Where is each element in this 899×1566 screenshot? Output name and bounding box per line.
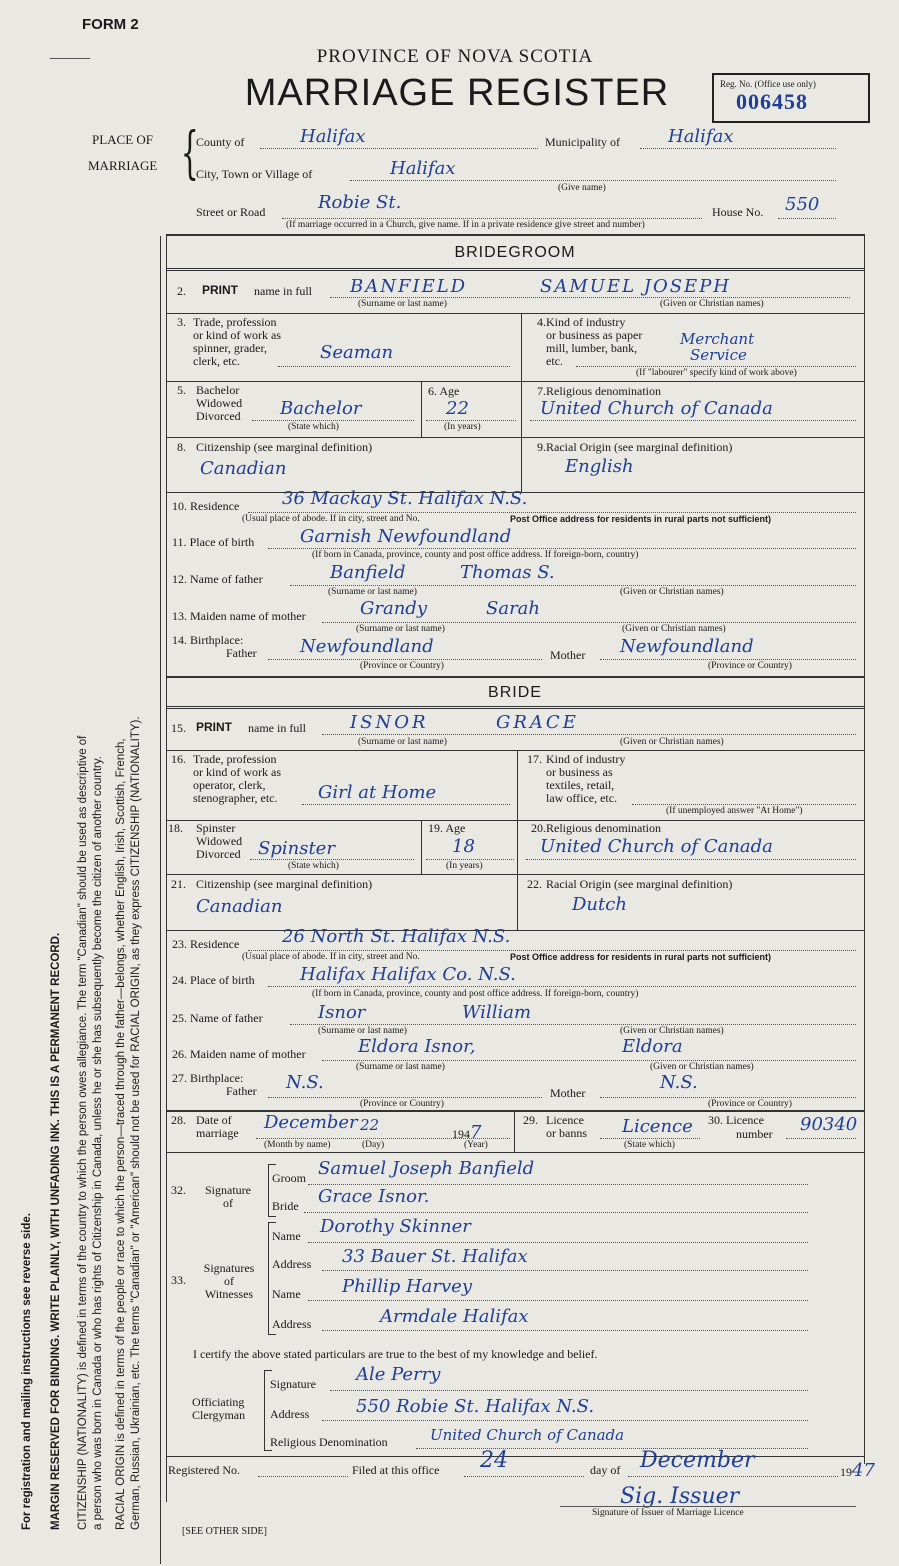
margin-line-6: German, Russian, Ukrainian, etc. The terms "Canadian" or "American" should not be used for RACIAL ORIGIN, as they express CITIZENSHIP (NATIONALITY).: [130, 716, 142, 1530]
field-20-label: Religious denomination: [546, 821, 661, 835]
field-33-label: Signatures of Witnesses: [203, 1261, 255, 1301]
field-25-surname-sub: (Surname or last name): [318, 1026, 407, 1036]
field-24-label: 24. Place of birth: [172, 973, 255, 987]
field-32-num: 32.: [171, 1183, 186, 1197]
field-14-father-sub: (Province or Country): [360, 661, 444, 671]
field-5-label: Bachelor Widowed Divorced: [196, 383, 243, 423]
bride-religion: United Church of Canada: [540, 836, 773, 857]
reg-number-box: [712, 73, 870, 123]
house-label: House No.: [712, 205, 764, 219]
bride-racial: Dutch: [572, 894, 627, 915]
field-13-label: 13. Maiden name of mother: [172, 609, 306, 623]
bride-mother-birthplace: N.S.: [660, 1072, 698, 1093]
field-15-given-sub: (Given or Christian names): [620, 737, 724, 747]
bride-title: BRIDE: [488, 684, 542, 701]
field-28-num: 28.: [171, 1113, 186, 1127]
groom-racial: English: [565, 456, 634, 477]
groom-mother-given: Sarah: [486, 598, 540, 619]
field-8-num: 8.: [177, 440, 186, 454]
w2-address-label: Address: [272, 1317, 312, 1331]
field-12-surname-sub: (Surname or last name): [328, 587, 417, 597]
field-27-father: Father: [226, 1084, 257, 1098]
field-27-label: 27. Birthplace:: [172, 1071, 244, 1085]
document-title: MARRIAGE REGISTER: [244, 72, 670, 114]
field-16-num: 16.: [171, 752, 186, 766]
marriage-month: December: [264, 1112, 358, 1133]
province-title: PROVINCE OF NOVA SCOTIA: [316, 46, 594, 67]
field-25-label: 25. Name of father: [172, 1011, 263, 1025]
municipality-value: Halifax: [668, 126, 734, 147]
field-15-label: name in full: [248, 721, 306, 735]
city-value: Halifax: [390, 158, 456, 179]
groom-father-given: Thomas S.: [460, 562, 555, 583]
field-14-label: 14. Birthplace:: [172, 633, 244, 647]
place-heading-2: MARRIAGE: [88, 158, 158, 173]
field-12-label: 12. Name of father: [172, 572, 263, 586]
groom-status: Bachelor: [280, 398, 362, 419]
county-value: Halifax: [300, 126, 366, 147]
field-15-print: PRINT: [196, 720, 232, 734]
field-27-mother: Mother: [550, 1086, 586, 1100]
field-15-surname-sub: (Surname or last name): [358, 737, 447, 747]
bride-given: GRACE: [496, 712, 579, 733]
field-25-given-sub: (Given or Christian names): [620, 1026, 724, 1036]
witness-1-name: Dorothy Skinner: [320, 1216, 471, 1237]
field-3-num: 3.: [177, 315, 186, 329]
field-4-num: 4.: [537, 315, 546, 329]
bride-sig-label: Bride: [272, 1199, 299, 1213]
filed-month: December: [640, 1448, 755, 1473]
groom-father-surname: Banfield: [330, 562, 406, 583]
field-22-num: 22.: [527, 877, 542, 891]
field-26-given-sub: (Given or Christian names): [650, 1062, 754, 1072]
reg-number: 006458: [736, 89, 808, 114]
licence-sub: (State which): [624, 1140, 675, 1150]
street-value: Robie St.: [318, 192, 402, 213]
groom-trade: Seaman: [320, 342, 394, 363]
field-22-label: Racial Origin (see marginal definition): [546, 877, 733, 891]
frame-left: [166, 234, 167, 1502]
field-18-num: 18.: [168, 821, 183, 835]
groom-age: 22: [446, 398, 469, 419]
place-heading-1: PLACE OF: [92, 132, 154, 147]
groom-industry-1: Merchant: [680, 330, 755, 348]
field-18-label: Spinster Widowed Divorced: [196, 821, 243, 861]
groom-religion: United Church of Canada: [540, 398, 773, 419]
filed-day: 24: [480, 1448, 508, 1473]
field-13-surname-sub: (Surname or last name): [356, 624, 445, 634]
groom-surname: BANFIELD: [350, 276, 468, 297]
groom-signature: Samuel Joseph Banfield: [318, 1158, 535, 1179]
day-sub: (Day): [362, 1140, 385, 1150]
field-24-sub: (If born in Canada, province, county and post office address. If foreign-born, country): [312, 989, 639, 999]
field-10-sub-b: Post Office address for residents in rural parts not sufficient): [510, 514, 772, 524]
witness-1-address: 33 Bauer St. Halifax: [342, 1246, 528, 1267]
margin-line-2: MARGIN RESERVED FOR BINDING. WRITE PLAINLY, WITH UNFADING INK. THIS IS A PERMANENT RECORD.: [50, 932, 62, 1530]
clergy-relig-label: Religious Denomination: [270, 1435, 388, 1449]
field-21-label: Citizenship (see marginal definition): [196, 877, 373, 891]
corner-mark: [50, 58, 90, 59]
field-2-print: PRINT: [202, 283, 238, 297]
w1-address-label: Address: [272, 1257, 312, 1271]
issuer-signature: Sig. Issuer: [620, 1484, 740, 1509]
field-14-mother: Mother: [550, 648, 586, 662]
field-27-father-sub: (Province or Country): [360, 1099, 444, 1109]
field-4-label: Kind of industry or business as paper mill, lumber, bank, etc.: [546, 315, 643, 368]
field-8-label: Citizenship (see marginal definition): [196, 440, 373, 454]
registered-no-label: Registered No.: [168, 1463, 240, 1477]
bride-mother-given: Eldora: [622, 1036, 683, 1057]
field-17-sub: (If unemployed answer "At Home"): [666, 806, 803, 816]
field-2-num: 2.: [177, 284, 186, 298]
clergy-sig-label: Signature: [270, 1377, 316, 1391]
witness-2-name: Phillip Harvey: [342, 1276, 472, 1297]
place-brace: {: [180, 121, 199, 186]
frame-top: [166, 234, 864, 236]
field-10-label: 10. Residence: [172, 499, 240, 513]
field-14-father: Father: [226, 646, 257, 660]
groom-residence: 36 Mackay St. Halifax N.S.: [282, 488, 528, 509]
place-note: (If marriage occurred in a Church, give name. If in a private residence give street and number): [286, 220, 645, 230]
clergy-address-label: Address: [270, 1407, 310, 1421]
city-label: City, Town or Village of: [196, 167, 313, 181]
see-other-side: [SEE OTHER SIDE]: [182, 1526, 267, 1537]
bride-citizenship: Canadian: [196, 896, 283, 917]
margin-line-3: CITIZENSHIP (NATIONALITY) is defined in terms of the country to which the person owes allegiance. The term "Canadian" should be used as descriptive of: [77, 735, 89, 1530]
field-12-given-sub: (Given or Christian names): [620, 587, 724, 597]
officiating-label: Officiating Clergyman: [192, 1395, 246, 1422]
clergy-signature: Ale Perry: [356, 1364, 441, 1385]
witness-2-address: Armdale Halifax: [380, 1306, 529, 1327]
main-frame-left: [160, 236, 161, 1564]
field-30-label-2: number: [736, 1127, 773, 1141]
w2-name-label: Name: [272, 1287, 301, 1301]
bride-status-sub: (State which): [288, 861, 339, 871]
groom-mother-surname: Grandy: [360, 598, 427, 619]
field-17-label: Kind of industry or business as textiles, retail, law office, etc.: [546, 752, 626, 805]
field-29-num: 29.: [523, 1113, 538, 1127]
licence-type: Licence: [622, 1116, 693, 1137]
margin-line-4: a person who was born in Canada or who has rights of Citizenship in Canada, unless he or she has subsequently become the citizen of another country.: [92, 756, 104, 1530]
county-label: County of: [196, 135, 245, 149]
form-number: FORM 2: [82, 16, 139, 33]
bride-birthplace: Halifax Halifax Co. N.S.: [300, 964, 516, 985]
issuer-sig-label: Signature of Issuer of Marriage Licence: [592, 1508, 744, 1518]
field-23-sub-b: Post Office address for residents in rural parts not sufficient): [510, 952, 772, 962]
field-10-sub-a: (Usual place of abode. If in city, street and No.: [242, 514, 420, 524]
field-11-sub: (If born in Canada, province, county and post office address. If foreign-born, country): [312, 550, 639, 560]
bride-father-surname: Isnor: [318, 1002, 366, 1023]
groom-sig-label: Groom: [272, 1171, 306, 1185]
field-2-label: name in full: [254, 284, 312, 298]
groom-surname-sub: (Surname or last name): [358, 299, 447, 309]
field-5-num: 5.: [177, 383, 186, 397]
field-11-label: 11. Place of birth: [172, 535, 255, 549]
municipality-label: Municipality of: [545, 135, 620, 149]
field-6-label: 6. Age: [428, 384, 460, 398]
field-7-label: Religious denomination: [546, 384, 661, 398]
field-32-label: Signature of: [205, 1183, 251, 1210]
field-27-mother-sub: (Province or Country): [708, 1099, 792, 1109]
field-14-mother-sub: (Province or Country): [708, 661, 792, 671]
field-20-num: 20.: [531, 821, 546, 835]
licence-number: 90340: [800, 1114, 858, 1135]
filed-label: Filed at this office: [352, 1463, 440, 1477]
field-26-label: 26. Maiden name of mother: [172, 1047, 306, 1061]
give-name-sub: (Give name): [558, 183, 606, 193]
groom-given-sub: (Given or Christian names): [660, 299, 764, 309]
house-value: 550: [785, 194, 820, 215]
field-19-label: 19. Age: [428, 821, 466, 835]
filed-year: 1947: [840, 1460, 875, 1481]
field-33-num: 33.: [171, 1273, 186, 1287]
year-sub: (Year): [464, 1140, 488, 1150]
frame-right: [864, 234, 865, 1464]
marriage-year: 1947: [452, 1122, 482, 1143]
bride-father-birthplace: N.S.: [286, 1072, 324, 1093]
certify-statement: I certify the above stated particulars are true to the best of my knowledge and belief.: [193, 1347, 598, 1361]
field-23-sub-a: (Usual place of abode. If in city, street and No.: [242, 952, 420, 962]
day-of-label: day of: [590, 1463, 621, 1477]
bride-status: Spinster: [258, 838, 335, 859]
field-29-label: Licence or banns: [546, 1113, 587, 1140]
bride-age: 18: [452, 836, 475, 857]
field-23-label: 23. Residence: [172, 937, 240, 951]
bride-trade: Girl at Home: [318, 782, 437, 803]
field-16-label: Trade, profession or kind of work as operator, clerk, stenographer, etc.: [193, 752, 281, 805]
groom-citizenship: Canadian: [200, 458, 287, 479]
field-9-num: 9.: [537, 440, 546, 454]
marriage-day: 22: [360, 1116, 380, 1134]
margin-line-1: For registration and mailing instructions see reverse side.: [21, 1213, 33, 1530]
groom-birthplace: Garnish Newfoundland: [300, 526, 512, 547]
margin-instructions: [20, 230, 180, 1530]
clergy-religion: United Church of Canada: [430, 1426, 625, 1444]
groom-given: SAMUEL JOSEPH: [540, 276, 731, 297]
field-17-num: 17.: [527, 752, 542, 766]
field-30-label: 30. Licence: [708, 1113, 764, 1127]
bride-surname: ISNOR: [350, 712, 429, 733]
clergy-address: 550 Robie St. Halifax N.S.: [356, 1396, 595, 1417]
field-15-num: 15.: [171, 721, 186, 735]
groom-age-sub: (In years): [444, 422, 481, 432]
groom-industry-2: Service: [690, 346, 747, 364]
w1-name-label: Name: [272, 1229, 301, 1243]
field-28-label: Date of marriage: [196, 1113, 239, 1140]
groom-father-birthplace: Newfoundland: [300, 636, 434, 657]
field-9-label: Racial Origin (see marginal definition): [546, 440, 733, 454]
groom-status-sub: (State which): [288, 422, 339, 432]
field-21-num: 21.: [171, 877, 186, 891]
reg-number-label: Reg. No. (Office use only): [720, 79, 816, 89]
field-26-surname-sub: (Surname or last name): [356, 1062, 445, 1072]
bridegroom-title: BRIDEGROOM: [454, 244, 576, 261]
field-13-given-sub: (Given or Christian names): [622, 624, 726, 634]
bride-mother-surname: Eldora Isnor,: [358, 1036, 476, 1057]
bride-age-sub: (In years): [446, 861, 483, 871]
margin-line-5: RACIAL ORIGIN is defined in terms of the people or race to which the person—traced through the father—belongs, whether English, Irish, Scottish, French,: [115, 738, 127, 1530]
field-7-num: 7.: [537, 384, 546, 398]
street-label: Street or Road: [196, 205, 266, 219]
bride-father-given: William: [462, 1002, 532, 1023]
bride-signature: Grace Isnor.: [318, 1186, 430, 1207]
field-4-sub: (If "labourer" specify kind of work above): [636, 368, 797, 378]
field-3-label: Trade, profession or kind of work as spinner, grader, clerk, etc.: [193, 315, 281, 368]
bride-residence: 26 North St. Halifax N.S.: [282, 926, 511, 947]
groom-mother-birthplace: Newfoundland: [620, 636, 754, 657]
month-sub: (Month by name): [264, 1140, 331, 1150]
